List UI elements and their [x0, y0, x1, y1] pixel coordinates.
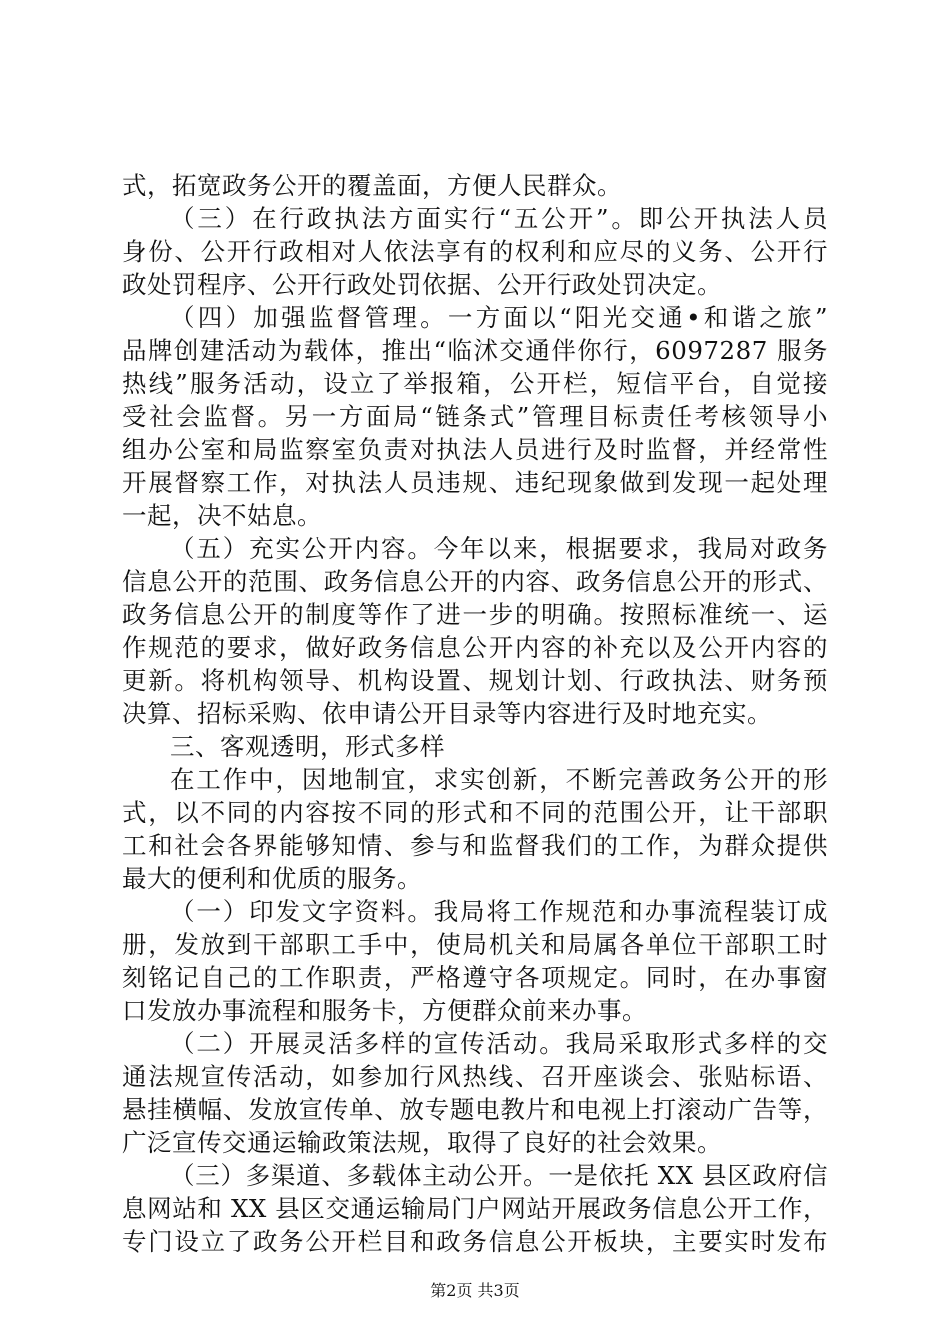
- text-line: 信息公开的范围、政务信息公开的内容、政务信息公开的形式、: [122, 567, 828, 596]
- text-line: 通法规宣传活动，如参加行风热线、召开座谈会、张贴标语、: [122, 1062, 828, 1091]
- text-line: （二）开展灵活多样的宣传活动。我局采取形式多样的交: [170, 1029, 828, 1058]
- text-line: 专门设立了政务公开栏目和政务信息公开板块，主要实时发布: [122, 1227, 828, 1256]
- text-line: 决算、招标采购、依申请公开目录等内容进行及时地充实。: [122, 699, 772, 728]
- text-line: （五）充实公开内容。今年以来，根据要求，我局对政务: [170, 534, 828, 563]
- text-line: （一）印发文字资料。我局将工作规范和办事流程装订成: [170, 897, 828, 926]
- text-line: 息网站和 XX 县区交通运输局门户网站开展政务信息公开工作，: [122, 1194, 828, 1223]
- text-line: 在工作中，因地制宜，求实创新，不断完善政务公开的形: [170, 765, 828, 794]
- text-line: 受社会监督。另一方面局“链条式”管理目标责任考核领导小: [122, 402, 828, 431]
- text-line: 身份、公开行政相对人依法享有的权利和应尽的义务、公开行: [122, 237, 828, 266]
- text-line: 政务信息公开的制度等作了进一步的明确。按照标准统一、运: [122, 600, 828, 629]
- section-heading: 三、客观透明，形式多样: [170, 732, 445, 761]
- text-line: （四）加强监督管理。一方面以“阳光交通•和谐之旅”: [170, 303, 828, 332]
- text-line: 热线”服务活动，设立了举报箱，公开栏，短信平台，自觉接: [122, 369, 828, 398]
- text-line: 组办公室和局监察室负责对执法人员进行及时监督，并经常性: [122, 435, 828, 464]
- text-line: （三）多渠道、多载体主动公开。一是依托 XX 县区政府信: [170, 1161, 828, 1190]
- text-line: 工和社会各界能够知情、参与和监督我们的工作，为群众提供: [122, 831, 828, 860]
- text-line: 作规范的要求，做好政务信息公开内容的补充以及公开内容的: [122, 633, 828, 662]
- text-line: 最大的便利和优质的服务。: [122, 864, 422, 893]
- text-line: 悬挂横幅、发放宣传单、放专题电教片和电视上打滚动广告等，: [122, 1095, 828, 1124]
- text-line: 册，发放到干部职工手中，使局机关和局属各单位干部职工时: [122, 930, 828, 959]
- text-line: 式，以不同的内容按不同的形式和不同的范围公开，让干部职: [122, 798, 828, 827]
- text-line: 刻铭记自己的工作职责，严格遵守各项规定。同时，在办事窗: [122, 963, 828, 992]
- text-line: 品牌创建活动为载体，推出“临沭交通伴你行，6097287 服务: [122, 336, 828, 365]
- text-line: 开展督察工作，对执法人员违规、违纪现象做到发现一起处理: [122, 468, 828, 497]
- text-line: （三）在行政执法方面实行“五公开”。即公开执法人员: [170, 204, 828, 233]
- text-line: 式，拓宽政务公开的覆盖面，方便人民群众。: [122, 171, 622, 200]
- page-number-footer: 第2页 共3页: [430, 1281, 520, 1300]
- text-line: 口发放办事流程和服务卡，方便群众前来办事。: [122, 996, 647, 1025]
- text-line: 政处罚程序、公开行政处罚依据、公开行政处罚决定。: [122, 270, 722, 299]
- text-line: 更新。将机构领导、机构设置、规划计划、行政执法、财务预: [122, 666, 828, 695]
- text-line: 一起，决不姑息。: [122, 501, 322, 530]
- text-line: 广泛宣传交通运输政策法规，取得了良好的社会效果。: [122, 1128, 722, 1157]
